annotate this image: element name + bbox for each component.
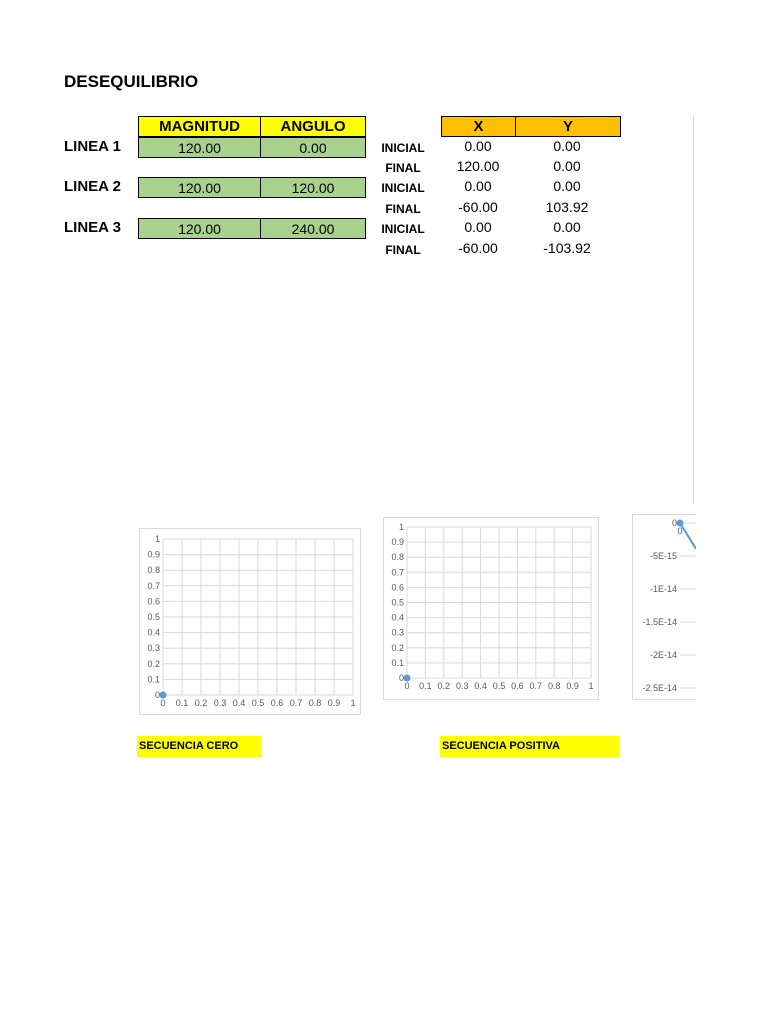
- y-tick-label: 0.9: [391, 537, 404, 548]
- xy-row-label: INICIAL: [381, 222, 425, 236]
- y-tick-label: 0.6: [391, 582, 404, 593]
- x-tick-label: 0: [160, 698, 166, 708]
- x-tick-label: 0.9: [327, 698, 341, 708]
- linea-1-angulo[interactable]: 0.00: [261, 138, 366, 158]
- y-tick-label: 0: [671, 518, 677, 528]
- chart-secuencia-cero[interactable]: [139, 528, 361, 715]
- linea-1-magnitud[interactable]: 120.00: [139, 138, 261, 158]
- y-tick-label: 1: [154, 534, 160, 544]
- chart-1-plot: [384, 518, 598, 699]
- y-tick-label: 0.2: [147, 658, 160, 669]
- page-title: DESEQUILIBRIO: [64, 72, 199, 91]
- chart-secuencia-negativa[interactable]: [632, 514, 696, 700]
- xy-row-label: FINAL: [385, 243, 421, 257]
- y-tick-label: 0.7: [147, 580, 160, 591]
- x-tick-label: 0.2: [194, 698, 208, 708]
- linea-1-row: [138, 137, 366, 158]
- x-tick-label: 0: [404, 681, 410, 691]
- xy-x-value: -60.00: [458, 199, 498, 215]
- lines-header: [138, 116, 366, 137]
- linea-3-magnitud[interactable]: 120.00: [139, 219, 261, 239]
- x-tick-label: 0.8: [547, 681, 561, 691]
- row-label-linea-3: LINEA 3: [64, 219, 121, 236]
- linea-2-angulo[interactable]: 120.00: [261, 178, 366, 198]
- x-tick-label: 0.3: [213, 698, 227, 708]
- xy-y-value: -103.92: [543, 240, 591, 256]
- linea-3-row: [138, 218, 366, 239]
- chart-0-plot: [140, 529, 360, 714]
- xy-row-label: FINAL: [385, 202, 421, 216]
- y-tick-label: -1.5E-14: [642, 617, 677, 627]
- y-tick-label: 0.3: [391, 627, 404, 638]
- xy-header: [441, 116, 621, 137]
- x-tick-label: 1: [350, 698, 356, 708]
- x-tick-label: 0.6: [270, 698, 284, 708]
- xy-y-value: 0.00: [553, 158, 581, 174]
- y-tick-label: -5E-15: [649, 551, 677, 561]
- xy-x-value: 0.00: [464, 178, 492, 194]
- xy-x-value: 0.00: [464, 219, 492, 235]
- x-tick-label: 0.7: [289, 698, 303, 708]
- xy-y-value: 103.92: [545, 199, 589, 215]
- y-tick-label: 0.6: [147, 596, 160, 607]
- chart-2-plot: [633, 515, 696, 699]
- x-tick-label: 0.2: [437, 681, 451, 691]
- y-tick-label: 0.3: [147, 643, 160, 654]
- linea-2-row: [138, 177, 366, 198]
- y-tick-label: -1E-14: [649, 584, 677, 594]
- data-point: [677, 520, 684, 527]
- y-tick-label: 0.9: [147, 549, 160, 560]
- xy-y-value: 0.00: [553, 219, 581, 235]
- header-magnitud: MAGNITUD: [139, 117, 261, 137]
- header-x: X: [442, 117, 516, 137]
- chart-object-edge: [693, 116, 694, 504]
- xy-row-label: INICIAL: [381, 141, 425, 155]
- x-tick-label: 0.9: [566, 681, 579, 691]
- y-tick-label: 0.1: [147, 674, 160, 685]
- x-tick-label: 0.5: [251, 698, 265, 708]
- linea-2-magnitud[interactable]: 120.00: [139, 178, 261, 198]
- xy-y-value: 0.00: [553, 178, 581, 194]
- xy-y-value: 0.00: [553, 138, 581, 154]
- y-tick-label: 0: [398, 673, 404, 683]
- y-tick-label: 0.5: [147, 612, 160, 622]
- xy-row-label: FINAL: [385, 161, 421, 175]
- label-secuencia-cero: SECUENCIA CERO: [137, 736, 261, 757]
- chart-secuencia-positiva[interactable]: [383, 517, 599, 700]
- row-label-linea-1: LINEA 1: [64, 138, 121, 155]
- y-tick-label: 0: [154, 690, 160, 700]
- y-tick-label: 0.7: [391, 567, 404, 578]
- xy-x-value: 0.00: [464, 138, 492, 154]
- xy-x-value: 120.00: [456, 158, 500, 174]
- y-tick-label: 0.8: [391, 552, 404, 563]
- x-tick-label: 1: [588, 681, 594, 691]
- y-tick-label: 0.5: [391, 597, 404, 608]
- xy-row-label: INICIAL: [381, 181, 425, 195]
- y-tick-label: 0.4: [147, 627, 160, 638]
- x-tick-label: 0.6: [511, 681, 524, 691]
- x-tick-label: 0.3: [455, 681, 469, 691]
- label-secuencia-positiva: SECUENCIA POSITIVA: [440, 736, 620, 757]
- y-tick-label: 1: [398, 522, 404, 532]
- x-tick-label: 0.8: [308, 698, 322, 708]
- y-tick-label: -2.5E-14: [642, 683, 677, 693]
- header-y: Y: [516, 117, 621, 137]
- header-angulo: ANGULO: [261, 117, 366, 137]
- y-tick-label: 0.8: [147, 565, 160, 576]
- x-tick-label: 0: [677, 526, 683, 536]
- y-tick-label: 0.1: [391, 657, 404, 668]
- x-tick-label: 0.1: [419, 681, 432, 691]
- x-tick-label: 0.4: [474, 681, 487, 691]
- x-tick-label: 0.1: [175, 698, 189, 708]
- x-tick-label: 0.5: [492, 681, 506, 691]
- y-tick-label: -2E-14: [649, 650, 677, 660]
- y-tick-label: 0.4: [391, 612, 404, 623]
- y-tick-label: 0.2: [391, 642, 404, 653]
- data-point: [404, 675, 411, 682]
- row-label-linea-2: LINEA 2: [64, 178, 121, 195]
- x-tick-label: 0.4: [232, 698, 246, 708]
- data-point: [160, 692, 167, 699]
- x-tick-label: 0.7: [529, 681, 543, 691]
- linea-3-angulo[interactable]: 240.00: [261, 219, 366, 239]
- xy-x-value: -60.00: [458, 240, 498, 256]
